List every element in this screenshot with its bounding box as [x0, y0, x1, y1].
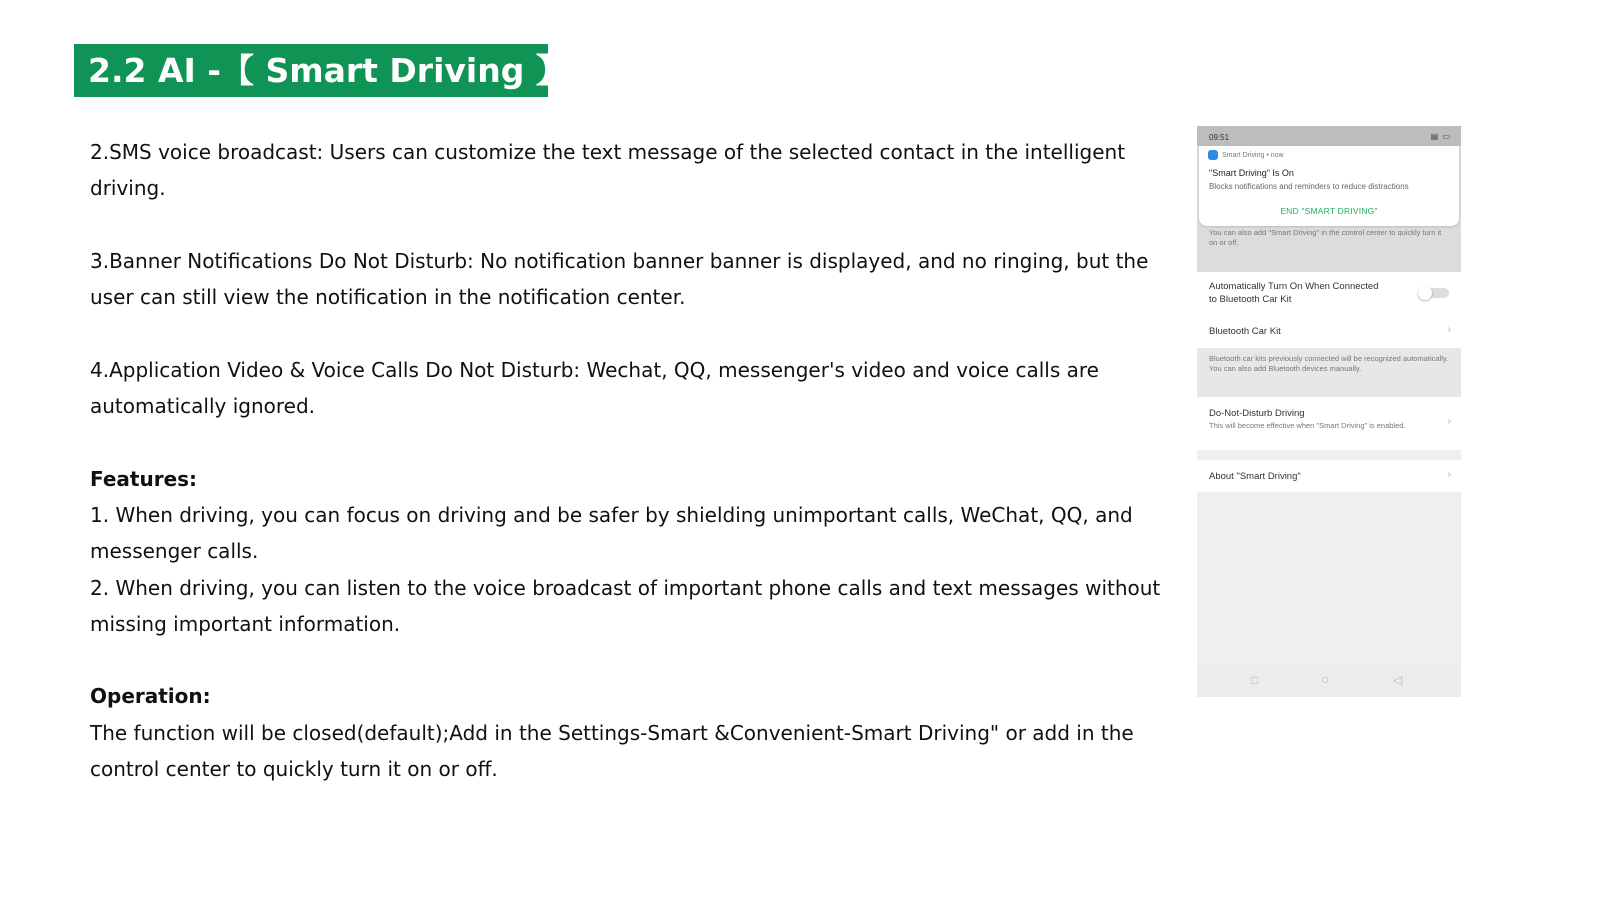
auto-turn-on-toggle[interactable]: [1419, 288, 1449, 298]
about-smart-driving-label: About "Smart Driving": [1209, 471, 1301, 482]
control-center-note: You can also add "Smart Driving" in the control center to quickly turn it on or off.: [1209, 228, 1442, 247]
back-icon[interactable]: ◁: [1393, 673, 1403, 687]
feature-item-1: 1. When driving, you can focus on driving and be safer by shielding unimportant calls, WeChat, QQ, and messenger calls.: [90, 502, 1133, 564]
spacer: [90, 207, 1180, 243]
navigation-bar: [1197, 664, 1461, 697]
notification-title: "Smart Driving" Is On: [1209, 168, 1294, 178]
calls-dnd-item: 4.Application Video & Voice Calls Do Not Disturb: Wechat, QQ, messenger's video and voice calls are automatically ignored.: [90, 357, 1099, 419]
operation-text: The function will be closed(default);Add in the Settings-Smart &Convenient-Smart Driving" or add in the control center to quickly turn it on or off.: [90, 720, 1134, 782]
spacer: [90, 315, 1180, 351]
bluetooth-car-kit-label: Bluetooth Car Kit: [1209, 326, 1281, 337]
bluetooth-note: Bluetooth car kits previously connected will be recognized automatically. You can also add Bluetooth devices manually.: [1197, 348, 1461, 397]
phone-screenshot: [1197, 126, 1461, 697]
spacer: [90, 424, 1180, 460]
dnd-driving-row[interactable]: [1197, 397, 1461, 450]
dnd-driving-sublabel: This will become effective when "Smart Driving" is enabled.: [1209, 421, 1406, 430]
operation-heading: Operation:: [90, 684, 211, 709]
notification-card[interactable]: [1199, 146, 1459, 226]
spacer: [90, 642, 1180, 678]
notification-text: Blocks notifications and reminders to reduce distractions: [1209, 182, 1409, 191]
about-smart-driving-row[interactable]: [1197, 460, 1461, 492]
dnd-driving-label: Do-Not-Disturb Driving: [1209, 408, 1305, 419]
chevron-right-icon: ›: [1447, 416, 1451, 427]
notification-app-line: [1208, 150, 1284, 160]
home-icon[interactable]: ○: [1321, 671, 1330, 687]
battery-icon: ▤ ▭: [1430, 132, 1451, 141]
chevron-right-icon: ›: [1447, 324, 1451, 335]
status-bar: [1197, 126, 1461, 146]
notification-app-name: Smart Driving • now: [1222, 151, 1284, 159]
auto-turn-on-label: Automatically Turn On When Connected to Bluetooth Car Kit: [1209, 281, 1379, 305]
feature-item-2: 2. When driving, you can listen to the voice broadcast of important phone calls and text messages without missing important information.: [90, 575, 1161, 636]
end-smart-driving-button[interactable]: END "SMART DRIVING": [1280, 206, 1378, 216]
toggle-knob: [1418, 286, 1432, 300]
slide-title: 2.2 AI -【 Smart Driving 】: [74, 44, 548, 97]
bluetooth-car-kit-row[interactable]: [1197, 315, 1461, 348]
features-heading: Features:: [90, 466, 198, 491]
status-time: 09:51: [1209, 133, 1230, 142]
chevron-right-icon: ›: [1447, 469, 1451, 480]
smart-driving-app-icon: [1208, 150, 1218, 160]
sms-broadcast-item: 2.SMS voice broadcast: Users can customize the text message of the selected contact in the intelligent driving.: [90, 140, 1126, 201]
slide-body: [90, 134, 1180, 787]
recent-apps-icon[interactable]: □: [1251, 673, 1259, 687]
auto-turn-on-row[interactable]: [1197, 272, 1461, 315]
banner-dnd-item: 3.Banner Notifications Do Not Disturb: No notification banner banner is displayed, and no ringing, but the user can still view the notification in the notification center.: [90, 248, 1149, 310]
